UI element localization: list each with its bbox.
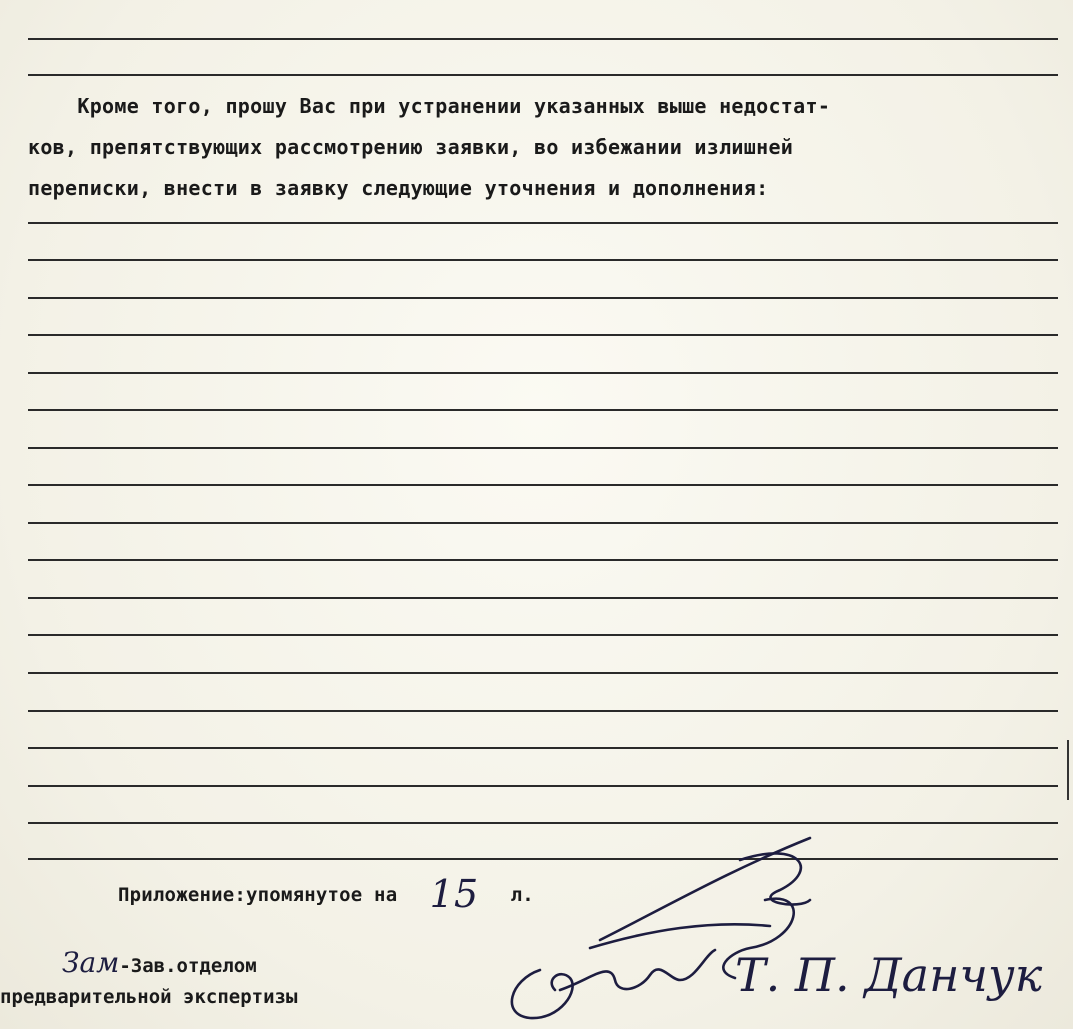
ruled-line xyxy=(28,334,1058,336)
signature-stroke xyxy=(590,924,770,948)
ruled-line xyxy=(28,522,1058,524)
ruled-line xyxy=(28,38,1058,40)
ruled-line xyxy=(28,484,1058,486)
appendix-sheets-unit: л. xyxy=(510,884,534,906)
ruled-line xyxy=(28,74,1058,76)
ruled-line xyxy=(28,672,1058,674)
signatory-title: -Зав.отделом xyxy=(119,955,257,977)
body-paragraph xyxy=(28,86,1068,209)
signature-stroke xyxy=(560,950,715,990)
ruled-line xyxy=(28,634,1058,636)
appendix-label: Приложение:упомянутое на xyxy=(118,884,398,906)
ruled-line xyxy=(28,747,1058,749)
ruled-line xyxy=(28,297,1058,299)
ruled-line xyxy=(28,785,1058,787)
body-line: ков, препятствующих рассмотрению заявки, во избежании излишней xyxy=(28,135,794,159)
ruled-line xyxy=(28,597,1058,599)
edge-mark xyxy=(1061,740,1069,800)
body-line: переписки, внести в заявку следующие уточнения и дополнения: xyxy=(28,176,769,200)
ruled-line xyxy=(28,559,1058,561)
ruled-line xyxy=(28,372,1058,374)
handwritten-title-prefix: Зам xyxy=(62,946,120,979)
appendix-sheets-value: 15 xyxy=(429,872,479,916)
ruled-line xyxy=(28,409,1058,411)
ruled-line xyxy=(28,259,1058,261)
handwritten-signer-name: Т. П. Данчук xyxy=(735,948,1043,1002)
signature-stroke xyxy=(512,970,573,1018)
signatory-title-line1 xyxy=(62,946,257,979)
signatory-title-line2: предварительной экспертизы xyxy=(0,986,298,1008)
ruled-line xyxy=(28,222,1058,224)
appendix-line xyxy=(118,872,534,916)
body-line: Кроме того, прошу Вас при устранении указанных выше недостат- xyxy=(28,94,831,118)
ruled-line xyxy=(28,822,1058,824)
signature-stroke xyxy=(740,853,810,904)
ruled-line xyxy=(28,447,1058,449)
ruled-line xyxy=(28,710,1058,712)
